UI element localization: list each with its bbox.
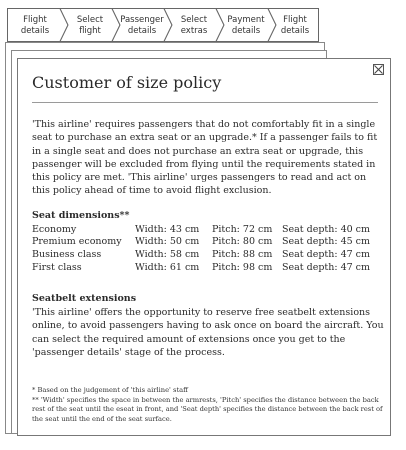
policy-modal — [17, 58, 391, 436]
seat-pitch: Pitch: 98 cm — [212, 261, 273, 273]
seat-pitch: Pitch: 72 cm — [212, 223, 273, 235]
step-passenger-details[interactable]: Passenger details — [120, 15, 164, 36]
seat-dimensions-table — [32, 223, 370, 273]
seat-class: Premium economy — [32, 236, 122, 248]
close-button[interactable] — [373, 64, 384, 75]
seat-width: Width: 43 cm — [135, 223, 200, 235]
seatbelt-extensions-text: 'This airline' offers the opportunity to reserve free seatbelt extensions online, to avoid passengers having to ask once on board the aircraft. You can select the required amount of extensions once you get to the 'passenger details' stage of the process. — [32, 307, 384, 358]
footnote-staff-judgement: * Based on the judgement of 'this airline' staff — [32, 386, 188, 394]
seat-class: Business class — [32, 248, 102, 260]
table-row — [32, 236, 370, 249]
seat-width: Width: 61 cm — [135, 261, 200, 273]
table-row — [32, 248, 370, 261]
seatbelt-extensions-heading: Seatbelt extensions — [32, 293, 137, 304]
footnote-dimension-definitions: ** 'Width' specifies the space in between the armrests, 'Pitch' specifies the distance between the back rest of the seat until the eseat in front, and 'Seat depth' specifies the distance between the back rest of the seat until the end of the seat surface. — [32, 396, 383, 423]
step-select-extras[interactable]: Select extras — [180, 15, 208, 36]
seat-depth: Seat depth: 40 cm — [282, 223, 371, 235]
seat-depth: Seat depth: 47 cm — [282, 261, 371, 273]
seat-width: Width: 58 cm — [135, 248, 200, 260]
seat-depth: Seat depth: 45 cm — [282, 236, 371, 248]
seat-width: Width: 50 cm — [135, 236, 200, 248]
seat-class: First class — [32, 261, 82, 273]
step-flight-details[interactable]: Flight details — [20, 15, 50, 36]
close-icon — [374, 65, 383, 74]
seat-class: Economy — [32, 223, 77, 235]
step-flight-details-final[interactable]: Flight details — [280, 15, 310, 36]
modal-title: Customer of size policy — [32, 73, 222, 92]
progress-steps — [7, 8, 319, 42]
title-divider — [32, 102, 378, 103]
seat-pitch: Pitch: 80 cm — [212, 236, 273, 248]
step-payment-details[interactable]: Payment details — [227, 15, 265, 36]
table-row — [32, 261, 370, 274]
policy-intro: 'This airline' requires passengers that do not comfortably fit in a single seat to purchase an extra seat or an upgrade.* If a passenger fails to fit in a single seat and does not purchase an extra seat or upgrade, this passenger will be excluded from flying until the requirements stated in this policy are met. 'This airline' urges passengers to read and act on this policy ahead of time to avoid flight exclusion. — [32, 119, 378, 197]
seat-pitch: Pitch: 88 cm — [212, 248, 273, 260]
table-row — [32, 223, 370, 236]
step-select-flight[interactable]: Select flight — [76, 15, 104, 36]
seat-dimensions-heading: Seat dimensions** — [32, 210, 130, 221]
seat-depth: Seat depth: 47 cm — [282, 248, 371, 260]
